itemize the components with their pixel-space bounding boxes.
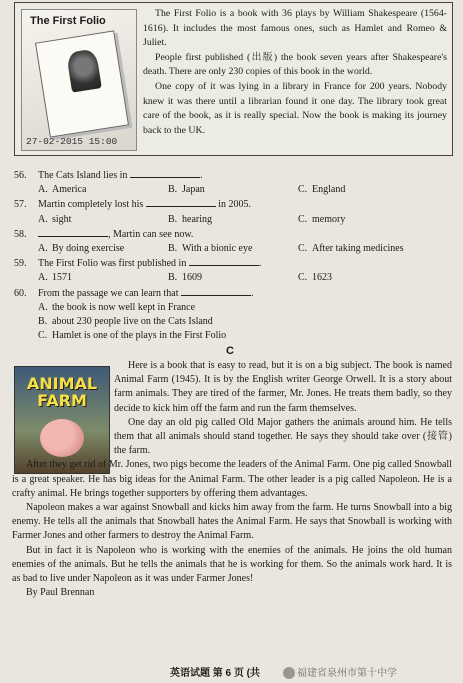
question-56 [14,168,454,183]
first-folio-image [21,9,137,151]
option-text: the book is now well kept in France [52,301,196,313]
answer-blank[interactable] [38,227,108,237]
options-56 [14,183,454,197]
byline: By Paul Brennan [26,587,95,599]
option-text: England [312,184,346,196]
passage-b-box [14,2,453,156]
option-a[interactable] [38,213,168,227]
option-b[interactable] [38,315,454,329]
watermark-text: 福建省泉州市第十中学 [297,668,397,679]
page-number-label: 英语试题 第 6 页 (共 [170,668,261,679]
option-text: 1609 [182,272,202,284]
passage-b-paragraph: People first published (出版) the book seven years after Shakespeare's death. There are only 230 copies of this book in the world. [143,51,447,78]
option-letter: B. [168,243,178,255]
option-letter: A. [38,184,48,196]
passage-c-paragraph: Napoleon makes a war against Snowball and kicks him away from the farm. He turns Snowball into a big enemy. He tells all the animals that Snowball hates the Animal Farm. He says that Snowball is working with Farmer Jones and other farmers to destroy the Animal Farm. [12,502,452,542]
option-letter: A. [38,243,48,255]
question-58 [14,227,454,242]
question-stem-end: . [258,258,262,270]
section-c-label: C [226,345,234,357]
option-letter: A. [38,213,48,225]
option-c[interactable] [298,242,428,256]
option-text: After taking medicines [312,243,404,255]
option-a[interactable] [38,242,168,256]
question-stem: The Cats Island lies in [38,170,128,181]
passage-b-text [143,7,447,138]
question-number: 58. [14,228,27,240]
question-60 [14,286,454,301]
folio-image-title: The First Folio [30,15,106,27]
answer-blank[interactable] [189,256,259,266]
option-a[interactable] [38,183,168,197]
question-stem: The First Folio was first published in [38,258,187,270]
passage-b-paragraph: One copy of it was lying in a library in France for 200 years. Nobody knew it was there until a librarian found it one day. The library took great care of the book, as it is really special. Now the book is making its journey back to the UK. [143,80,447,136]
option-text: 1623 [312,272,332,284]
question-stem-end: , Martin can see now. [108,228,194,240]
option-text: sight [52,213,72,225]
option-letter: C. [298,272,308,284]
option-a[interactable] [38,301,454,315]
passage-c-paragraph: After they get rid of Mr. Jones, two pigs become the leaders of the Animal Farm. One pig called Snowball is a great speaker. He has big ideas for the Animal Farm. The other leader is a pig called Napoleon. He is a crafty animal. He brings together supporters by offering them advantages. [12,459,452,499]
question-number: 60. [14,287,27,299]
option-text: America [52,184,87,196]
option-text: about 230 people live on the Cats Island [52,316,213,328]
passage-c-paragraph: Here is a book that is easy to read, but it is on a big subject. The book is named Animal Farm (1945). It is by the English writer George Orwell. It is a story about farm animals. They are tired of the farmer, Mr. Jones. He treats them badly, so they decide to kick him off the farm and run the farm themselves. [114,360,452,414]
question-59 [14,256,454,271]
passage-c-paragraph: One day an old pig called Old Major gathers the animals around him. He tells them that all animals should stand together. He says they should take over (接管) the farm. [114,416,452,457]
option-letter: B. [168,184,178,196]
question-list [14,168,454,343]
wechat-icon [283,667,295,679]
question-stem-end: . [199,170,203,181]
question-stem: From the passage we can learn that [38,287,179,299]
question-number: 56. [14,170,27,181]
option-letter: B. [38,316,48,328]
watermark [283,664,397,679]
option-text: With a bionic eye [182,243,253,255]
option-b[interactable] [168,271,298,285]
option-text: By doing exercise [52,243,125,255]
options-58 [14,242,454,256]
option-letter: A. [38,301,48,313]
question-stem: Martin completely lost his [38,199,144,211]
answer-blank[interactable] [130,168,200,178]
option-c[interactable] [298,271,428,285]
option-b[interactable] [168,183,298,197]
options-59 [14,271,454,285]
option-letter: C. [298,213,308,225]
option-letter: B. [168,272,178,284]
question-number: 57. [14,199,27,211]
passage-b-paragraph: The First Folio is a book with 36 plays by William Shakespeare (1564-1616). It includes the most famous ones, such as Hamlet and Romeo & Juliet. [143,8,447,49]
option-text: memory [312,213,346,225]
option-b[interactable] [168,242,298,256]
options-60 [14,301,454,344]
option-text: Japan [182,184,205,196]
option-letter: C. [298,184,308,196]
photo-timestamp: 27-02-2015 15:00 [26,136,118,147]
passage-c-paragraph: But in fact it is Napoleon who is working with the enemies of the animals. He joins the old human enemies of the animals. But he tells the animals that he is working for them. So the animals work hard. It is as bad to live under Napoleon as it was under Farmer Jones! [12,544,452,585]
answer-blank[interactable] [146,197,216,207]
passage-c-text [12,359,452,600]
option-c[interactable] [298,213,428,227]
option-text: 1571 [52,272,72,284]
shakespeare-portrait [66,48,102,92]
answer-blank[interactable] [181,286,251,296]
question-number: 59. [14,258,27,270]
animal-farm-cover-title: ANIMAL FARM [26,374,98,410]
question-57 [14,197,454,212]
option-letter: B. [168,213,178,225]
option-text: hearing [182,213,212,225]
option-letter: C. [38,330,48,342]
options-57 [14,213,454,227]
option-b[interactable] [168,213,298,227]
question-stem-end: . [251,287,254,299]
question-stem-end: in 2005. [218,199,252,211]
option-letter: A. [38,272,48,284]
option-a[interactable] [38,271,168,285]
option-letter: C. [298,243,308,255]
option-text: Hamlet is one of the plays in the First Folio [52,330,227,342]
option-c[interactable] [38,329,454,343]
folio-book-illustration [35,30,129,137]
option-c[interactable] [298,183,428,197]
